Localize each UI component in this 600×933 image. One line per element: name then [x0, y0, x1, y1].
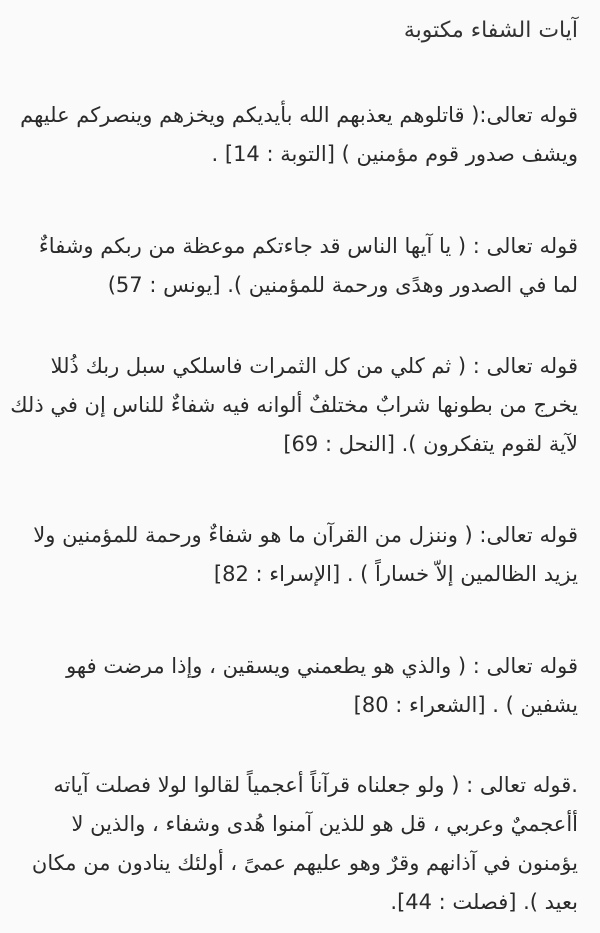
verse-yunus-57: قوله تعالى : ( يا آيها الناس قد جاءتكم موعظة من ربكم وشفاءٌ لما في الصدور وهدًى ورحمة للمؤمنين ). [يونس : 57)	[38, 234, 578, 297]
verse-tawbah-14: قوله تعالى:( قاتلوهم يعذبهم الله بأيديكم ويخزهم وينصركم عليهم ويشف صدور قوم مؤمنين ) [التوبة : 14] .	[20, 103, 578, 166]
verse-nahl-69: قوله تعالى : ( ثم كلي من كل الثمرات فاسلكي سبل ربك ذُللا يخرج من بطونها شرابٌ مختلفٌ ألوانه فيه شفاءٌ للناس إن في ذلك لآية لقوم يتفكرون ). [النحل : 69]	[10, 354, 578, 456]
page-title: آيات الشفاء مكتوبة	[403, 18, 578, 43]
verse-isra-82: قوله تعالى: ( وننزل من القرآن ما هو شفاءٌ ورحمة للمؤمنين ولا يزيد الظالمين إلاّ خساراً ) . [الإسراء : 82]	[33, 523, 578, 586]
verse-fussilat-44: .قوله تعالى : ( ولو جعلناه قرآناً أعجمياً لقالوا لولا فصلت آياته أأعجميٌ وعربي ، قل هو للذين آمنوا هُدى وشفاء ، والذين لا يؤمنون في آذانهم وقرٌ وهو عليهم عمىً ، أولئك ينادون من مكان بعيد ). [فصلت : 44].	[31, 773, 578, 914]
verse-shuara-80: قوله تعالى : ( والذي هو يطعمني ويسقين ، وإذا مرضت فهو يشفين ) . [الشعراء : 80]	[66, 654, 578, 717]
